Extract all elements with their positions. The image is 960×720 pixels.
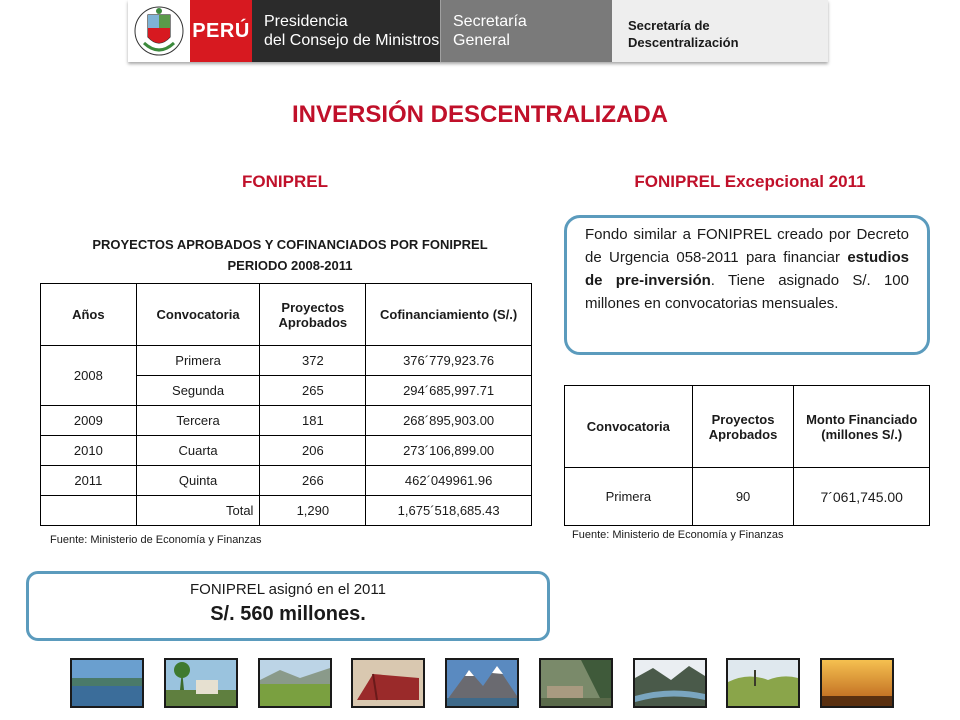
cell-convocatoria: Segunda bbox=[136, 376, 260, 406]
cell-proyectos: 265 bbox=[260, 376, 366, 406]
cell-monto: 462´049961.96 bbox=[366, 466, 532, 496]
sg-line-2: General bbox=[453, 32, 510, 49]
header-proyectos: Proyectos Aprobados bbox=[260, 284, 366, 346]
photo-green-hills bbox=[726, 658, 800, 708]
cell-convocatoria: Tercera bbox=[136, 406, 260, 436]
foniprel-2011-callout bbox=[26, 571, 550, 641]
table-caption-line-1: PROYECTOS APROBADOS Y COFINANCIADOS POR FONIPREL bbox=[92, 237, 488, 252]
callout-line-1: FONIPREL asignó en el 2011 bbox=[190, 581, 386, 598]
cell-year: 2011 bbox=[41, 466, 137, 496]
callout-text-bold: estudios de pre-inversión bbox=[585, 249, 909, 289]
table-header-row bbox=[41, 284, 532, 346]
photo-green-field bbox=[258, 658, 332, 708]
cell-total-label: Total bbox=[136, 496, 260, 526]
source-note-left: Fuente: Ministerio de Economía y Finanzas bbox=[50, 534, 262, 546]
table-header-row bbox=[565, 386, 930, 468]
table-caption bbox=[40, 234, 540, 276]
table-total-row bbox=[41, 496, 532, 526]
cell-year: 2009 bbox=[41, 406, 137, 436]
crest-logo bbox=[128, 0, 190, 62]
cell-proyectos: 90 bbox=[692, 468, 794, 526]
foniprel-excepcional-table bbox=[564, 385, 930, 526]
header-cofinanciamiento: Cofinanciamiento (S/.) bbox=[366, 284, 532, 346]
foniprel-table bbox=[40, 283, 532, 526]
table-caption-line-2: PERIODO 2008-2011 bbox=[227, 258, 353, 273]
callout-text-pre: Fondo similar a FONIPREL creado por Decreto de Urgencia 058-2011 para financiar bbox=[585, 226, 909, 266]
foniprel-excepcional-callout bbox=[564, 215, 930, 355]
table-row bbox=[41, 406, 532, 436]
pcm-line-2: del Consejo de Ministros bbox=[264, 32, 440, 49]
peru-label: PERÚ bbox=[190, 0, 252, 62]
source-note-right: Fuente: Ministerio de Economía y Finanzas bbox=[572, 529, 784, 541]
foniprel-heading: FONIPREL bbox=[242, 172, 328, 191]
pcm-line-1: Presidencia bbox=[264, 13, 348, 30]
cell-total-proyectos: 1,290 bbox=[260, 496, 366, 526]
cell-proyectos: 266 bbox=[260, 466, 366, 496]
photo-river-valley bbox=[633, 658, 707, 708]
cell-year: 2008 bbox=[41, 346, 137, 406]
cell-convocatoria: Cuarta bbox=[136, 436, 260, 466]
cell-monto: 376´779,923.76 bbox=[366, 346, 532, 376]
photo-strip bbox=[70, 658, 894, 708]
callout-text-post: . Tiene asignado S/. 100 millones en convocatorias mensuales. bbox=[585, 272, 909, 312]
cell-total-monto: 1,675´518,685.43 bbox=[366, 496, 532, 526]
cell-monto: 294´685,997.71 bbox=[366, 376, 532, 406]
photo-snowy-mountain bbox=[445, 658, 519, 708]
page-title: INVERSIÓN DESCENTRALIZADA bbox=[291, 101, 669, 128]
header-convocatoria: Convocatoria bbox=[565, 386, 693, 468]
cell-monto: 268´895,903.00 bbox=[366, 406, 532, 436]
cell-proyectos: 206 bbox=[260, 436, 366, 466]
header-banner bbox=[128, 0, 828, 62]
foniprel-excepcional-heading: FONIPREL Excepcional 2011 bbox=[634, 172, 866, 191]
cell-proyectos: 372 bbox=[260, 346, 366, 376]
sd-label bbox=[612, 0, 828, 62]
cell-convocatoria: Primera bbox=[136, 346, 260, 376]
photo-red-building bbox=[351, 658, 425, 708]
sg-line-1: Secretaría bbox=[453, 13, 527, 30]
header-monto: Monto Financiado (millones S/.) bbox=[794, 386, 930, 468]
photo-sunset-sky bbox=[820, 658, 894, 708]
table-row bbox=[41, 346, 532, 376]
sd-line-2: Descentralización bbox=[628, 35, 739, 50]
table-row bbox=[565, 468, 930, 526]
header-proyectos: Proyectos Aprobados bbox=[692, 386, 794, 468]
sg-label bbox=[440, 0, 612, 62]
cell-convocatoria: Primera bbox=[565, 468, 693, 526]
photo-machu-picchu bbox=[539, 658, 613, 708]
header-anios: Años bbox=[41, 284, 137, 346]
cell-year-empty bbox=[41, 496, 137, 526]
cell-proyectos: 181 bbox=[260, 406, 366, 436]
photo-palm-town bbox=[164, 658, 238, 708]
table-row bbox=[41, 466, 532, 496]
callout-line-2: S/. 560 millones. bbox=[210, 603, 366, 625]
cell-convocatoria: Quinta bbox=[136, 466, 260, 496]
photo-lake-landscape bbox=[70, 658, 144, 708]
table-row bbox=[41, 436, 532, 466]
coat-of-arms-icon bbox=[134, 3, 184, 59]
header-convocatoria: Convocatoria bbox=[136, 284, 260, 346]
cell-monto: 273´106,899.00 bbox=[366, 436, 532, 466]
sd-line-1: Secretaría de bbox=[628, 18, 710, 33]
pcm-label bbox=[252, 0, 440, 62]
cell-year: 2010 bbox=[41, 436, 137, 466]
cell-monto: 7´061,745.00 bbox=[794, 468, 930, 526]
